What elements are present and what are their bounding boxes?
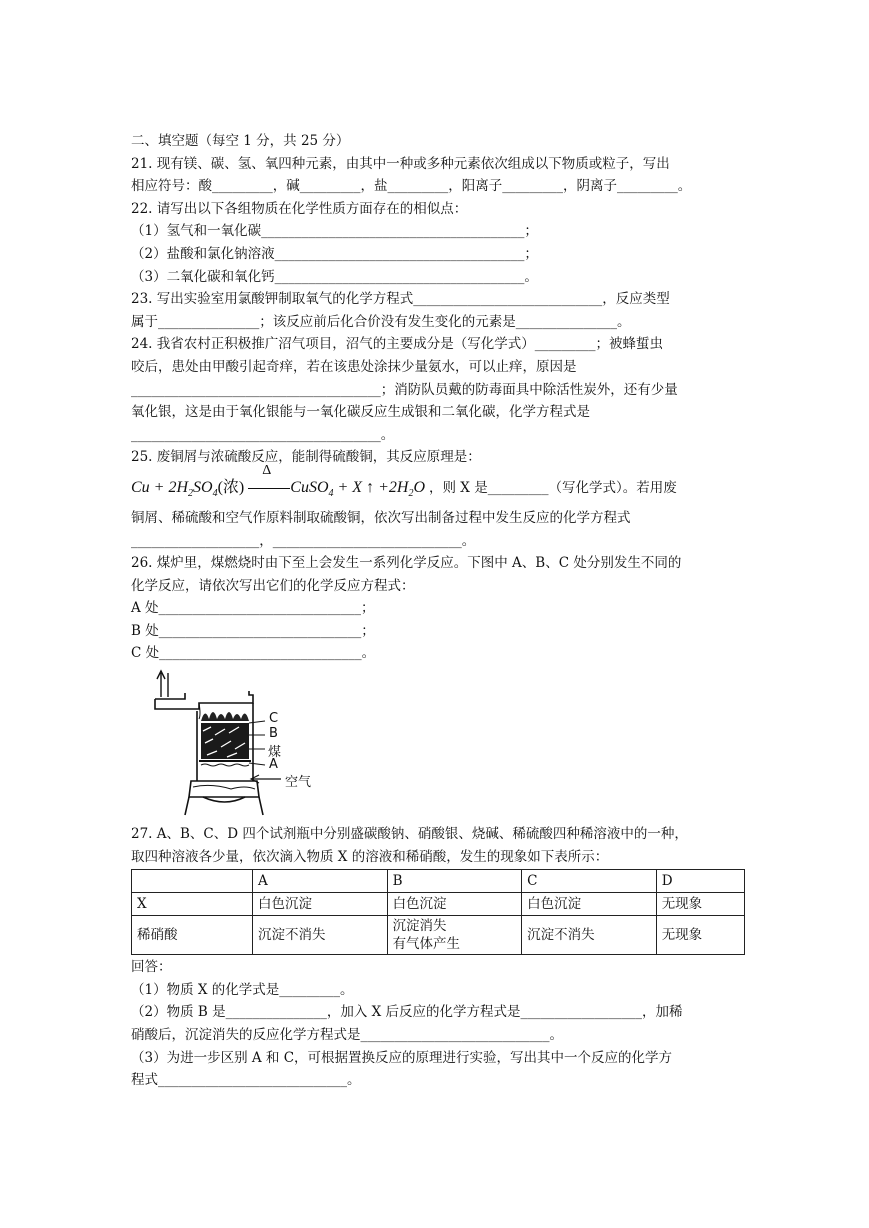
q25-line3: 铜屑、稀硫酸和空气作原料制取硫酸铜，依次写出制备过程中发生反应的化学方程式: [131, 509, 631, 526]
table-header-cell: A: [253, 870, 388, 893]
table-header-cell: B: [387, 870, 522, 893]
exam-page: [131, 130, 745, 1092]
label-coal: 煤: [268, 745, 282, 761]
eq-conc: (浓): [217, 478, 245, 496]
q25-line2-tail: ，则 X 是_________（写化学式）。若用废: [429, 479, 677, 496]
q25-line1: 25. 废铜屑与浓硫酸反应，能制得硫酸铜，其反应原理是：: [131, 449, 481, 466]
q22-line: 22. 请写出以下各组物质在化学性质方面存在的相似点：: [131, 200, 468, 217]
label-b: B: [269, 726, 278, 742]
eq-h2: H: [396, 478, 409, 496]
answer-2-line1: （2）物质 B 是_______________，加入 X 后反应的化学方程式是__________________，加稀: [131, 1004, 683, 1021]
eq-so: SO: [193, 478, 213, 496]
label-c: C: [269, 711, 279, 727]
coal-stove-figure: [141, 669, 341, 819]
q25-line4: ___________________，____________________________。: [131, 532, 476, 549]
q24-line4: 氧化银，这是由于氧化银能与一氧化碳反应生成银和二氧化碳，化学方程式是: [131, 404, 590, 421]
q26-line1: 26. 煤炉里，煤燃烧时由下至上会发生一系列化学反应。下图中 A、B、C 处分别发生不同的: [131, 555, 682, 572]
table-cell: 白色沉淀: [387, 893, 522, 916]
chemical-equation: [131, 463, 429, 500]
q22-item2: （2）盐酸和氯化钠溶液_____________________________________；: [131, 245, 538, 262]
table-cell: 无现象: [656, 893, 744, 916]
table-row: [132, 916, 745, 955]
q21-line1: 21. 现有镁、碳、氢、氧四种元素，由其中一种或多种元素依次组成以下物质或粒子，写出: [131, 155, 670, 172]
eq-h-sub: 2: [188, 488, 194, 500]
answer-2-line2: 硝酸后，沉淀消失的反应化学方程式是____________________________。: [131, 1027, 563, 1044]
table-header-cell: C: [522, 870, 657, 893]
q24-line5: _____________________________________。: [131, 426, 395, 443]
section-title: 二、填空题（每空 1 分，共 25 分）: [131, 133, 350, 149]
label-a: A: [269, 757, 278, 773]
table-cell: 白色沉淀: [253, 893, 388, 916]
table-cell: 沉淀不消失: [253, 916, 388, 955]
q26-b: B 处______________________________；: [131, 622, 375, 639]
table-header-cell: D: [656, 870, 744, 893]
answer-label: 回答：: [131, 959, 172, 976]
q23-line2: 属于_______________；该反应前后化合价没有发生变化的元素是_______________。: [131, 313, 631, 330]
table-cell: X: [132, 893, 253, 916]
q22-item3: （3）二氧化碳和氧化钙_____________________________________。: [131, 268, 538, 285]
q27-line1: 27. A、B、C、D 四个试剂瓶中分别盛碳酸钠、硝酸银、烧碱、稀硫酸四种稀溶液中的一种，: [131, 826, 688, 843]
eq-x: + X ↑ +2: [337, 478, 397, 496]
answer-1: （1）物质 X 的化学式是_________。: [131, 981, 354, 998]
q22-item1: （1）氢气和一氧化碳_______________________________________；: [131, 223, 538, 240]
q24-line2: 咬后，患处由甲酸引起奇痒，若在该患处涂抹少量氨水，可以止痒，原因是: [131, 358, 577, 375]
coal-stove-drawing: [141, 669, 341, 819]
q26-a: A 处______________________________；: [131, 600, 375, 617]
table-header-cell: [132, 870, 253, 893]
q23-line1: 23. 写出实验室用氯酸钾制取氧气的化学方程式____________________________，反应类型: [131, 291, 670, 308]
table-row: [132, 893, 745, 916]
table-cell: 稀硝酸: [132, 916, 253, 955]
table-cell: 无现象: [656, 916, 744, 955]
q25-equation-line: [131, 463, 745, 507]
answer-3-line2: 程式____________________________。: [131, 1072, 361, 1089]
table-cell: [387, 916, 522, 955]
q26-line2: 化学反应，请依次写出它们的化学反应方程式：: [131, 577, 415, 594]
q27-line2: 取四种溶液各少量，依次滴入物质 X 的溶液和稀硝酸，发生的现象如下表所示：: [131, 848, 609, 865]
q24-line1: 24. 我省农村正积极推广沼气项目，沼气的主要成分是（写化学式）_________；被蜂蜇虫: [131, 336, 664, 353]
eq-h: H: [176, 478, 189, 496]
eq-cuso: CuSO: [290, 478, 329, 496]
eq-delta: Δ: [262, 463, 272, 479]
eq-h2-sub: 2: [408, 488, 414, 500]
eq-plus-2: + 2: [153, 478, 177, 496]
eq-o: O: [413, 478, 425, 496]
label-air: 空气: [285, 775, 312, 791]
q26-c: C 处______________________________。: [131, 645, 376, 662]
table-cell-line: 有气体产生: [392, 936, 461, 953]
eq-cuso-sub: 4: [328, 488, 334, 500]
table-cell: 沉淀不消失: [522, 916, 657, 955]
results-table: [131, 869, 745, 955]
table-cell: 白色沉淀: [522, 893, 657, 916]
q21-line2: 相应符号：酸_________，碱_________，盐_________，阳离子_________，阴离子_________。: [131, 178, 692, 195]
eq-heat-arrow: [248, 463, 290, 498]
q24-line3: _____________________________________；消防队员戴的防毒面具中除活性炭外，还有少量: [131, 381, 678, 398]
table-cell-line: 沉淀消失: [392, 918, 447, 935]
eq-cu: Cu: [131, 478, 150, 496]
table-header-row: [132, 870, 745, 893]
eq-so-sub: 4: [212, 488, 218, 500]
answer-3-line1: （3）为进一步区别 A 和 C，可根据置换反应的原理进行实验，写出其中一个反应的化学方: [131, 1049, 673, 1066]
eq-bar: [248, 488, 290, 489]
